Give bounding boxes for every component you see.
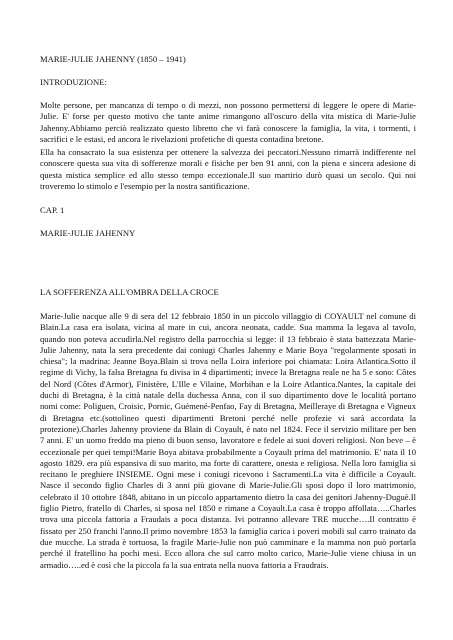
section-title: LA SOFFERENZA ALL'OMBRA DELLA CROCE: [40, 287, 219, 297]
document-title: MARIE-JULIE JAHENNY (1850 – 1941): [40, 54, 186, 64]
chapter-label: CAP. 1: [40, 205, 65, 215]
chapter-title: MARIE-JULIE JAHENNY: [40, 228, 136, 238]
body-paragraph: Marie-Julie nacque alle 9 di sera del 12 febbraio 1850 in un piccolo villaggio di COYAULT nel comune di Blain.La casa era isolata, vicina al mare in cui, ancora neonata, cadde. Sua mamma la legava al tavolo, quando non poteva accudirla.Nel registro della parrocchia si legge: il 13 febbraio è stata battezzata Marie-Julie Jahenny, nata la sera precedente dai coniugi Charles Jahenny e Marie Boya "regolarmente sposati in chiesa"; la madrina: Jeanne Boya.Blain si trova nella Loira inferiore poi chiamata: Loira Atlantica.Sotto il regime di Vichy, la falsa Bretagna fu divisa in 4 dipartimenti; invece la Bretagna reale ne ha 5 e sono: Côtes del Nord (Côtes d'Armor), Finistère, L'Ille e Vilaine, Morbihan e la Loire Atlantica.Nantes, la capitale dei duchi di Bretagna, è la città natale della duchessa Anna, con il suo dipartimento dove le località portano nomi come: Poliguen, Croisic, Pornic, Guémené-Penfao, Fay di Bretagna, Meilleraye di Bretagna e Vigneux di Bretagna etc.(sottolineo questi dipartimenti Bretoni perché nelle profezie vi sarà accordata la protezione).Charles Jahenny proviene da Blain di Coyault, è nato nel 1824. Fece il servizio militare per ben 7 anni. E' un uomo freddo ma pieno di buon senso, lavoratore e fedele ai suoi doveri religiosi. Non beve – è eccezionale per quei tempi!Marie Boya abitava probabilmente a Coyault prima del matrimonio. E' nata il 10 agosto 1829. era più espansiva di suo marito, ma forte di carattere, onesta e religiosa. Nella loro famiglia si recitano le preghiere INSIEME. Ogni mese i coniugi ricevono i Sacramenti.La vita è difficile a Coyault. Nasce il secondo figlio Charles di 3 anni più giovane di Marie-Julie.Gli sposi dopo il loro matrimonio, celebrato il 10 ottobre 1848, abitano in un piccolo appartamento dietro la casa dei genitori Jahenny-Duguè.Il figlio Pietro, fratello di Charles, si sposa nel 1850 e rimane a Coyault.La casa è troppo affollata…..Charles trova una piccola fattoria a Fraudais a poca distanza. Ivi potranno allevare TRE mucche….Il contratto è fissato per 250 franchi l'anno.Il primo novembre 1853 la famiglia carica i poveri mobili sul carro trainato da due mucche. La strada è tortuosa, la fragile Marie-Julie non può camminare e la mamma non può portarla perché il fratellino ha pochi mesi. Ecco allora che sul carro molto carico, Marie-Julie viene chiusa in un armadio…..ed è così che la piccola fa la sua entrata nella nuova fattoria a Fraudrais.: [40, 311, 416, 570]
intro-paragraph-2: Ella ha consacrato la sua esistenza per ottenere la salvezza dei peccatori.Nessuno rimarrà indifferente nel conoscere questa sua vita di sofferenze morali e fisiche per ben 91 anni, con la piena e sincera adesione di questa mistica semplice ed allo stesso tempo eccezionale.Il suo martirio durò quasi un secolo. Qui noi troveremo lo stimolo e l'esempio per la nostra santificazione.: [40, 147, 416, 191]
intro-paragraph-1: Molte persone, per mancanza di tempo o di mezzi, non possono permettersi di leggere le opere di Marie-Julie. E' forse per questo motivo che tante anime rimangono all'oscuro della vita mistica di Marie-Julie Jahenny.Abbiamo perciò realizzato questo libretto che vi farà conoscere la famiglia, la vita, i tormenti, i sacrifici e le estasi, ed ancora le rivelazioni profetiche di questa contadina bretone.: [40, 100, 416, 144]
intro-heading: INTRODUZIONE:: [40, 77, 107, 87]
